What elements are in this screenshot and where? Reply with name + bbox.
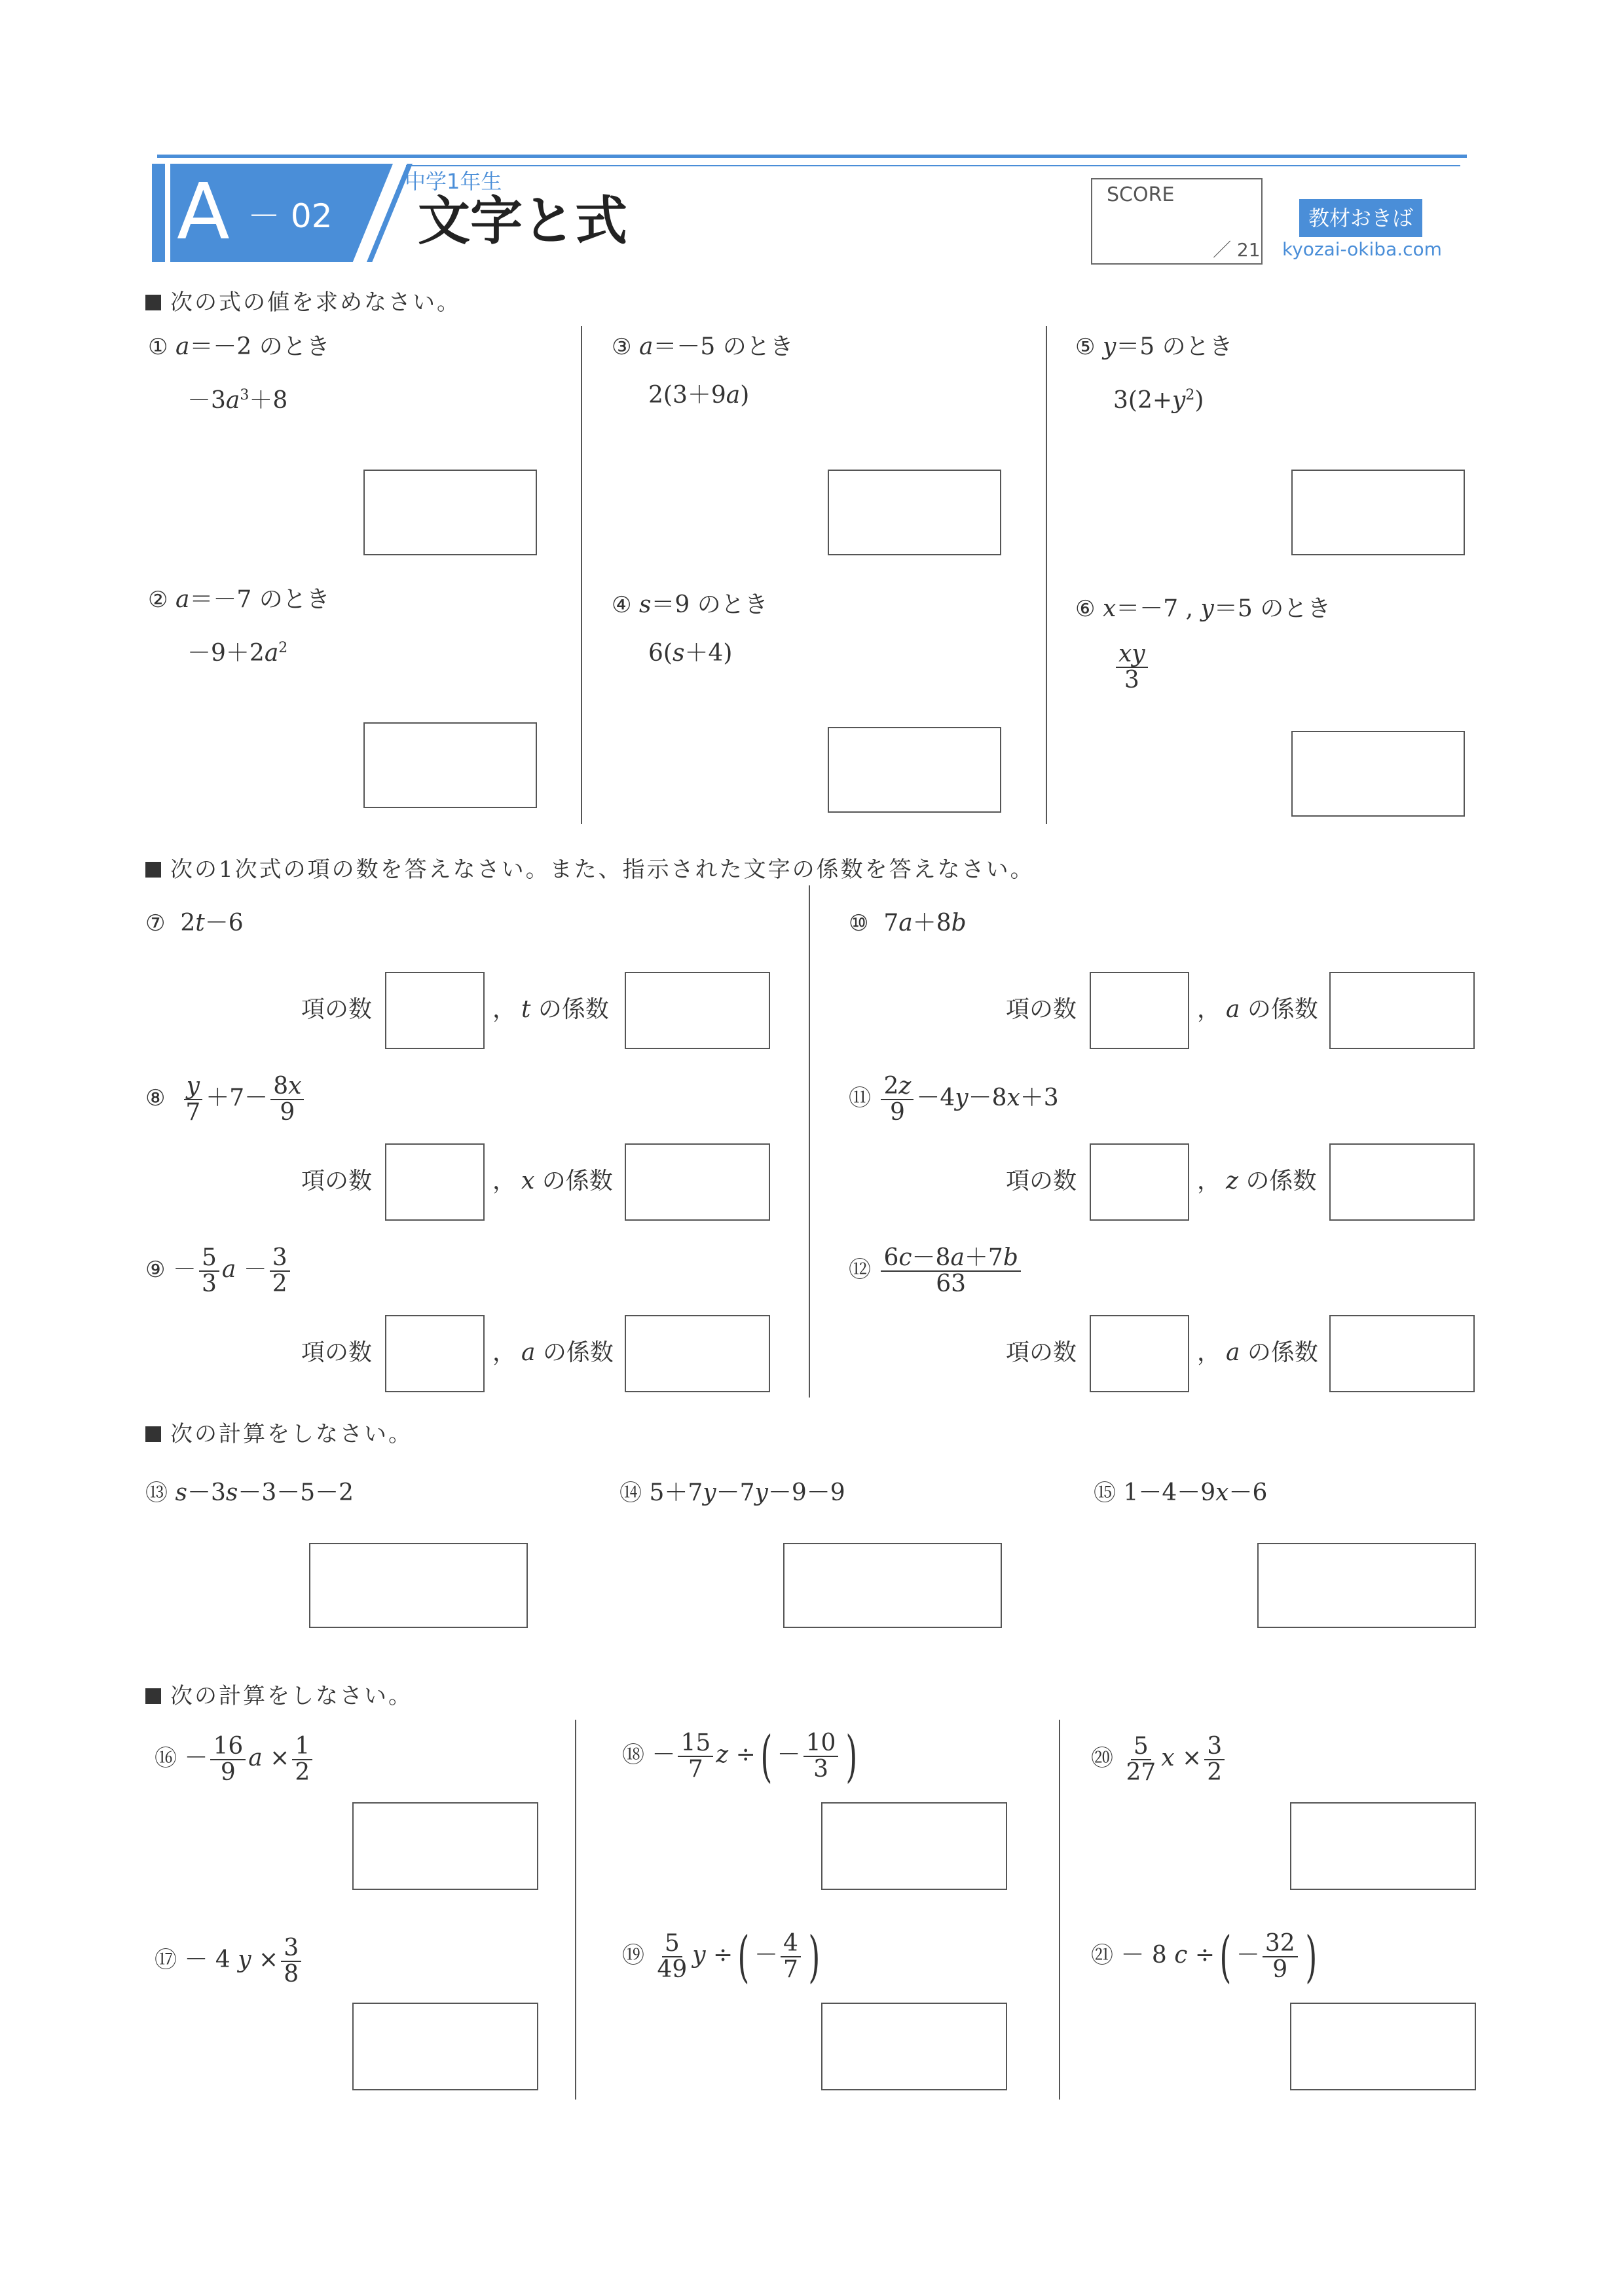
section-1-heading: 次の式の値を求めなさい。: [145, 284, 461, 316]
question-4: ④ s＝9 のとき: [612, 591, 768, 618]
question-4-expression: 6(s＋4): [648, 640, 733, 667]
section-3-heading: 次の計算をしなさい。: [145, 1416, 413, 1448]
question-19: ⑲ $\frac{5}{49}$ y ÷( － $\frac{4}{7}$ ): [622, 1925, 821, 1989]
question-10: ⑩ 7a＋8b: [849, 910, 967, 936]
question-9: ⑨ － $\frac{5}{3}$ a － $\frac{3}{2}$: [145, 1246, 293, 1297]
question-12: ⑫ $\frac{6c-8a+7b}{63}$: [849, 1246, 1024, 1297]
divider: [1059, 1720, 1060, 2100]
comma: ，: [1197, 1339, 1221, 1366]
question-6-expression: $\frac{xy}{3}$: [1113, 642, 1151, 693]
comma: ，: [1197, 996, 1221, 1023]
question-21: ㉑ － 8 c ÷( － $\frac{32}{9}$ ): [1091, 1925, 1318, 1989]
answer-box-15[interactable]: [1257, 1543, 1476, 1628]
term-count-label: 項の数: [1006, 1339, 1077, 1366]
question-8: ⑧ $\frac{y}{7}$ ＋7－ $\frac{8x}{9}$: [145, 1074, 306, 1125]
answer-box-17[interactable]: [352, 2003, 538, 2090]
divider: [1046, 326, 1047, 824]
answer-box-13[interactable]: [309, 1543, 528, 1628]
question-14: ⑭ 5＋7y－7y－9－9: [619, 1479, 845, 1506]
brand-name: 教材おきば: [1308, 206, 1413, 231]
question-18: ⑱ － $\frac{15}{7}$ z ÷( － $\frac{10}{3}$ ): [622, 1724, 858, 1788]
question-11: ⑪ $\frac{2z}{9}$ －4y－8x＋3: [849, 1073, 1059, 1126]
coef-box-7[interactable]: [625, 972, 770, 1049]
answer-box-2[interactable]: [363, 722, 537, 808]
term-count-label: 項の数: [301, 1339, 373, 1366]
question-5: ⑤ y＝5 のとき: [1075, 333, 1233, 360]
coef-label-10: a の係数: [1226, 996, 1318, 1023]
coef-box-12[interactable]: [1329, 1315, 1475, 1392]
coef-box-9[interactable]: [625, 1315, 770, 1392]
brand-badge: [1299, 199, 1422, 237]
question-17: ⑰ － 4 y × $\frac{3}{8}$: [155, 1936, 304, 1987]
divider: [581, 326, 582, 824]
square-bullet-icon: [145, 1426, 161, 1442]
question-15: ⑮ 1－4－9x－6: [1094, 1479, 1268, 1506]
answer-box-1[interactable]: [363, 470, 537, 555]
coef-box-8[interactable]: [625, 1143, 770, 1221]
square-bullet-icon: [145, 862, 161, 878]
section-2-heading: 次の1次式の項の数を答えなさい。また、指示された文字の係数を答えなさい。: [145, 851, 1035, 883]
brand-url: kyozai-okiba.com: [1282, 238, 1442, 260]
question-1: ① a＝－2 のとき: [148, 333, 330, 360]
term-count-label: 項の数: [301, 1168, 373, 1194]
answer-box-18[interactable]: [821, 1802, 1007, 1890]
coef-label-9: a の係数: [521, 1339, 614, 1366]
comma: ，: [492, 996, 517, 1023]
answer-box-21[interactable]: [1290, 2003, 1476, 2090]
answer-box-3[interactable]: [828, 470, 1001, 555]
comma: ，: [492, 1339, 517, 1366]
question-7: ⑦ 2t－6: [145, 910, 244, 936]
answer-box-14[interactable]: [783, 1543, 1002, 1628]
question-2: ② a＝－7 のとき: [148, 586, 330, 613]
coef-label-7: t の係数: [521, 996, 609, 1023]
question-16: ⑯ － $\frac{16}{9}$ a × $\frac{1}{2}$: [155, 1734, 315, 1785]
term-count-label: 項の数: [301, 996, 373, 1023]
question-3: ③ a＝－5 のとき: [612, 333, 794, 360]
answer-box-19[interactable]: [821, 2003, 1007, 2090]
divider: [809, 885, 810, 1398]
term-count-box-9[interactable]: [385, 1315, 485, 1392]
comma: ，: [492, 1168, 517, 1194]
score-label: SCORE: [1107, 183, 1175, 206]
answer-box-4[interactable]: [828, 727, 1001, 813]
section-4-heading: 次の計算をしなさい。: [145, 1678, 413, 1710]
coef-label-8: x の係数: [521, 1168, 613, 1194]
code-number: － 02: [248, 197, 333, 235]
question-6: ⑥ x＝－7 , y＝5 のとき: [1075, 595, 1331, 622]
grade-label: 中学1年生: [405, 169, 502, 194]
coef-box-11[interactable]: [1329, 1143, 1475, 1221]
answer-box-5[interactable]: [1291, 470, 1465, 555]
score-total: ／ 21: [1213, 239, 1261, 261]
coef-label-11: z の係数: [1226, 1168, 1317, 1194]
divider: [575, 1720, 576, 2100]
square-bullet-icon: [145, 1688, 161, 1704]
answer-box-16[interactable]: [352, 1802, 538, 1890]
term-count-box-7[interactable]: [385, 972, 485, 1049]
page-title: 文字と式: [418, 191, 627, 251]
term-count-box-11[interactable]: [1090, 1143, 1189, 1221]
score-box: [1091, 178, 1263, 265]
square-bullet-icon: [145, 295, 161, 310]
header-top-line-2: [406, 165, 1460, 166]
question-3-expression: 2(3＋9a): [648, 382, 750, 409]
code-letter: A: [177, 166, 230, 257]
comma: ，: [1197, 1168, 1221, 1194]
term-count-label: 項の数: [1006, 996, 1077, 1023]
answer-box-6[interactable]: [1291, 731, 1465, 817]
term-count-label: 項の数: [1006, 1168, 1077, 1194]
coef-box-10[interactable]: [1329, 972, 1475, 1049]
question-2-expression: $-9+2a^2$: [187, 640, 288, 667]
term-count-box-10[interactable]: [1090, 972, 1189, 1049]
header-top-line: [157, 155, 1467, 158]
question-5-expression: $3(2+y^2)$: [1113, 387, 1204, 414]
question-1-expression: $-3a^3+8$: [187, 387, 288, 414]
answer-box-20[interactable]: [1290, 1802, 1476, 1890]
coef-label-12: a の係数: [1226, 1339, 1318, 1366]
code-badge: [152, 164, 165, 262]
term-count-box-12[interactable]: [1090, 1315, 1189, 1392]
question-13: ⑬ s－3s－3－5－2: [145, 1479, 354, 1506]
term-count-box-8[interactable]: [385, 1143, 485, 1221]
question-20: ⑳ $\frac{5}{27}$ x × $\frac{3}{2}$: [1091, 1734, 1227, 1785]
